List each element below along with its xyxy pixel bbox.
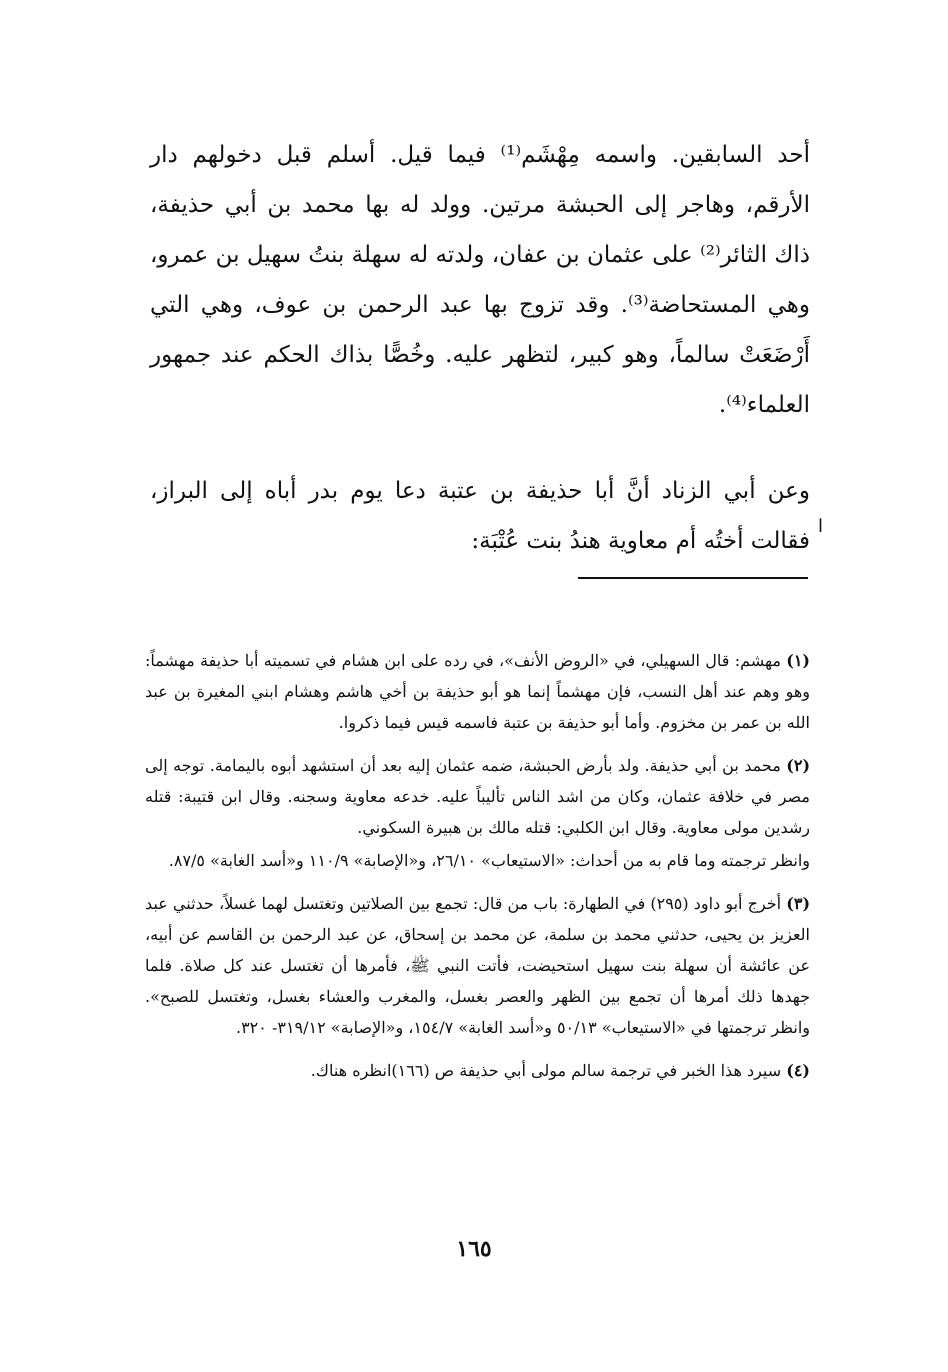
footnote-text: مهشم: قال السهيلي، في «الروض الأنف»، في رده على ابن هشام في تسميته أبا حذيفة مهشماً: وهو وهم عند أهل النسب، فإن مهشماً إنما هو أبو حذيفة بن أخي هاشم وهشام ابني المغيرة بن عبد الله بن عمر بن مخزوم. وأما أبو حذيفة بن عتبة فاسمه قيس فيما ذكروا. <box>145 651 810 732</box>
main-paragraph-2: وعن أبي الزناد أنَّ أبا حذيفة بن عتبة دعا يوم بدر أباه إلى البراز، فقالت أختُه أم معاوية هندُ بنت عُتْبَة: <box>150 478 810 554</box>
footnote-text: سيرد هذا الخبر في ترجمة سالم مولى أبي حذيفة ص (١٦٦)انظره هناك. <box>310 1061 782 1080</box>
footnote-4 <box>145 1055 810 1086</box>
footnote-number: (٣) <box>786 894 811 913</box>
footnote-3 <box>145 888 810 1043</box>
footnote-1 <box>145 645 810 738</box>
footnote-text: أخرج أبو داود (٢٩٥) في الطهارة: باب من قال: تجمع بين الصلاتين وتغتسل لهما غسلاً، حدثني عبد العزيز بن يحيى، حدثني محمد بن سلمة، عن محمد بن إسحاق، عن عبد الرحمن بن القاسم عن أبيه، عن عائشة أن سهلة بنت سهيل استحيضت، فأتت النبي ﷺ، فأمرها أن تغتسل عند كل صلاة. فلما جهدها ذلك أمرها أن تجمع بين الظهر والعصر بغسل، والمغرب والعشاء بغسل، وتغتسل للصبح». وانظر ترجمتها في «الاستيعاب» ٥٠/١٣ و«أسد الغابة» ١٥٤/٧، و«الإصابة» ٣١٩/١٢- ٣٢٠. <box>145 894 811 1037</box>
footnote-2-continued <box>145 845 810 876</box>
footnote-2 <box>145 750 810 843</box>
footnote-number: (٤) <box>786 1061 810 1080</box>
footnote-text: محمد بن أبي حذيفة. ولد بأرض الحبشة، ضمه عثمان إليه بعد أن استشهد أبوه باليمامة. توجه إلى مصر في خلافة عثمان، وكان من اشد الناس تأليباً عليه. خدعه معاوية وسجنه. وقال ابن قتيبة: قتله رشدين مولى معاوية. وقال ابن الكلبي: قتله مالك بن هبيرة السكوني. <box>145 756 810 837</box>
page-number: ١٦٥ <box>456 1236 492 1262</box>
main-text <box>150 130 810 566</box>
footnote-number: (١) <box>786 651 810 670</box>
footnote-separator <box>578 577 808 579</box>
main-paragraph-1: أحد السابقين. واسمه مِهْشَم⁽¹⁾ فيما قيل. أسلم قبل دخولهم دار الأرقم، وهاجر إلى الحبشة مرتين. وولد له بها محمد بن أبي حذيفة، ذاك الثائر⁽²⁾ على عثمان بن عفان، ولدته له سهلة بنتُ سهيل بن عمرو، وهي المستحاضة⁽³⁾. وقد تزوج بها عبد الرحمن بن عوف، وهي التي أَرْضَعَتْ سالماً، وهو كبير، لتظهر عليه. وخُصًّا بذاك الحكم عند جمهور العلماء⁽⁴⁾. <box>150 142 810 418</box>
footnote-number: (٢) <box>786 756 811 775</box>
margin-mark: ا <box>818 516 824 537</box>
footnotes <box>145 645 810 1098</box>
footnote-text: وانظر ترجمته وما قام به من أحداث: «الاستيعاب» ٢٦/١٠، و«الإصابة» ١١٠/٩ و«أسد الغابة» ٨٧/٥. <box>168 851 810 870</box>
